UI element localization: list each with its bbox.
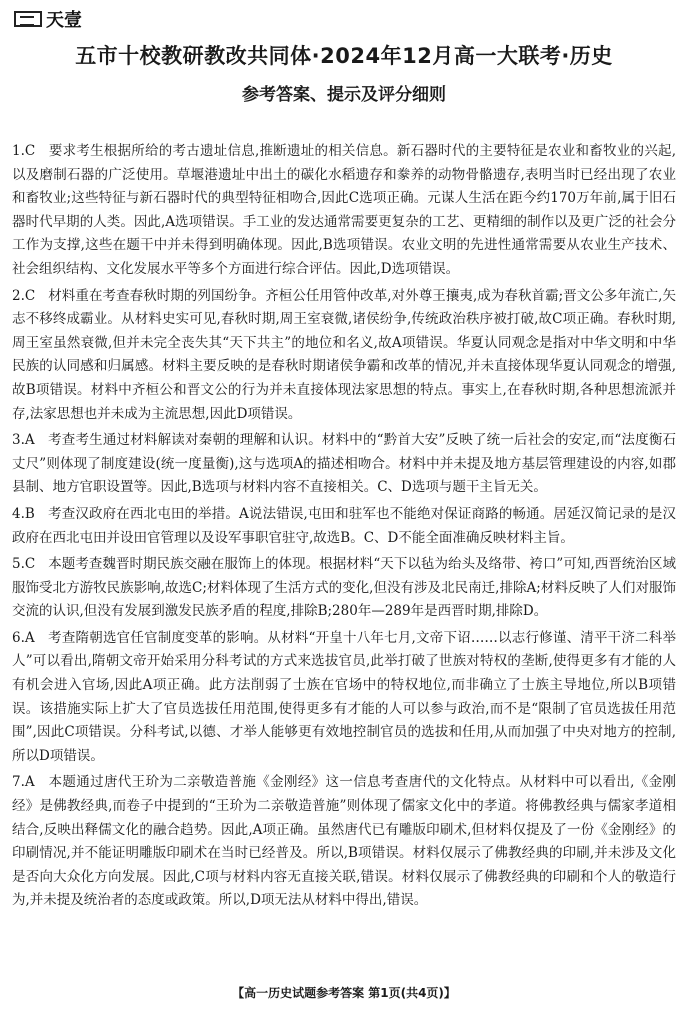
answer-choice: C [24, 287, 36, 304]
question-number: 6. [12, 629, 25, 646]
answer-explanation: 要求考生根据所给的考古遗址信息,推断遗址的相关信息。新石器时代的主要特征是农业和畜牧业的兴起,以及磨制石器的广泛使用。草堰港遗址中出土的碳化水稻遗存和豢养的动物骨骼遗存,表明当时已经出现了农业和畜牧业;这些特征与新石器时代的典型特征相吻合,因此C选项正确。元谋人生活在距今约170万年前,属于旧石器时代早期的人类。因此,A选项错误。手工业的发达通常需要更复杂的工艺、更精细的制作以及更广泛的社会分工作为支撑,这些在题干中并未得到明确体现。因此,B选项错误。农业文明的先进性通常需要从农业生产技术、社会组织结构、文化发展水平等多个方面进行综合评估。因此,D选项错误。 [12, 143, 676, 277]
answer-explanation: 本题通过唐代王玠为二亲敬造普施《金刚经》这一信息考查唐代的文化特点。从材料中可以看出,《金刚经》是佛教经典,而卷子中提到的“王玠为二亲敬造普施”则体现了儒家文化中的孝道。将佛教经典与儒家孝道相结合,反映出释儒文化的融合趋势。因此,A项正确。虽然唐代已有雕版印刷术,但材料仅提及了一份《金刚经》的印刷情况,并不能证明雕版印刷术在当时已经普及。所以,B项错误。材料仅展示了佛教经典的印刷,并未涉及文化是否向大众化方向发展。因此,C项与材料内容无直接关联,错误。材料仅展示了佛教经典的印刷和个人的敬造行为,并未提及统治者的态度或政策。所以,D项无法从材料中得出,错误。 [12, 774, 676, 909]
page-title: 五市十校教研教改共同体·2024年12月高一大联考·历史 [75, 44, 613, 68]
logo-mark-icon [14, 11, 42, 27]
answer-list [12, 140, 676, 916]
answer-explanation: 本题考查魏晋时期民族交融在服饰上的体现。根据材料“天下以毡为绐头及络带、袴口”可知,西晋统治区域服饰受北方游牧民族影响,故选C;材料体现了生活方式的变化,但没有涉及北民南迁,排除A;材料反映了人们对服饰交流的认识,但没有发展到激发民族矛盾的程度,排除B;280年—289年是西晋时期,排除D。 [12, 556, 677, 620]
answer-explanation: 材料重在考查春秋时期的列国纷争。齐桓公任用管仲改革,对外尊王攘夷,成为春秋首霸;晋文公多年流亡,矢志不移终成霸业。从材料史实可见,春秋时期,周王室衰微,诸侯纷争,传统政治秩序被打破,故C项正确。春秋时期,周王室虽然衰微,但并未完全丧失其“天下共主”的地位和名义,故A项错误。华夏认同观念是指对中华文明和中华民族的认同感和归属感。材料主要反映的是春秋时期诸侯争霸和改革的情况,并未直接体现华夏认同观念的增强,故B项错误。材料中齐桓公和晋文公的行为并未直接体现法家思想的特点。事实上,在春秋时期,各种思想流派并存,法家思想也并未成为主流思想,因此D项错误。 [12, 287, 677, 422]
publisher-logo [14, 8, 82, 30]
question-number: 1. [12, 143, 25, 159]
answer-choice: B [24, 505, 35, 522]
answer-choice: A [24, 432, 35, 449]
answer-choice: C [24, 556, 36, 573]
answer-item-2 [12, 285, 676, 427]
answer-choice: A [24, 774, 35, 791]
answer-explanation: 考查考生通过材料解读对秦朝的理解和认识。材料中的“黔首大安”反映了统一后社会的安定,而“法度衡石丈尺”则体现了制度建设(统一度量衡),这与选项A的描述相吻合。材料中并未提及地方基层管理建设的内容,如郡县制、地方官职设置等。因此,B选项与材料内容不直接相关。C、D选项与题干主旨无关。 [12, 432, 677, 496]
answer-item-1 [12, 140, 676, 282]
question-number: 4. [12, 505, 25, 522]
answer-explanation: 考查汉政府在西北屯田的举措。A说法错误,屯田和驻军也不能绝对保证商路的畅通。居延汉简记录的是汉政府在西北屯田并设田官管理以及设军事职官驻守,故选B。C、D不能全面准确反映材料主旨。 [12, 505, 676, 546]
answer-item-3 [12, 429, 676, 500]
answer-item-7 [12, 771, 676, 913]
answer-item-4 [12, 503, 676, 550]
question-number: 5. [12, 556, 25, 573]
question-number: 7. [12, 774, 25, 791]
answer-item-5 [12, 553, 676, 624]
question-number: 3. [12, 432, 25, 449]
answer-choice: A [24, 629, 35, 646]
page-footer: 【高一历史试题参考答案 第1页(共4页)】 [232, 986, 456, 1000]
question-number: 2. [12, 287, 25, 304]
page-subtitle: 参考答案、提示及评分细则 [242, 85, 446, 105]
logo-text: 天壹 [46, 10, 82, 31]
answer-choice: C [24, 143, 36, 159]
answer-explanation: 考查隋朝选官任官制度变革的影响。从材料“开皇十八年七月,文帝下诏……以志行修谨、清平干济二科举人”可以看出,隋朝文帝开始采用分科考试的方式来选拔官员,此举打破了世族对特权的垄断,使得更多有才能的人有机会进入官场,因此A项正确。此方法削弱了士族在官场中的特权地位,而非确立了士族主导地位,所以B项错误。该措施实际上扩大了官员选拔任用范围,使得更多有才能的人可以参与政治,而不是“限制了官员选拔任用范围”,因此C项错误。分科考试,以德、才举人能够更有效地控制官员的选拔和任用,从而加强了中央对地方的控制,所以D项错误。 [12, 629, 677, 764]
answer-item-6 [12, 627, 676, 769]
